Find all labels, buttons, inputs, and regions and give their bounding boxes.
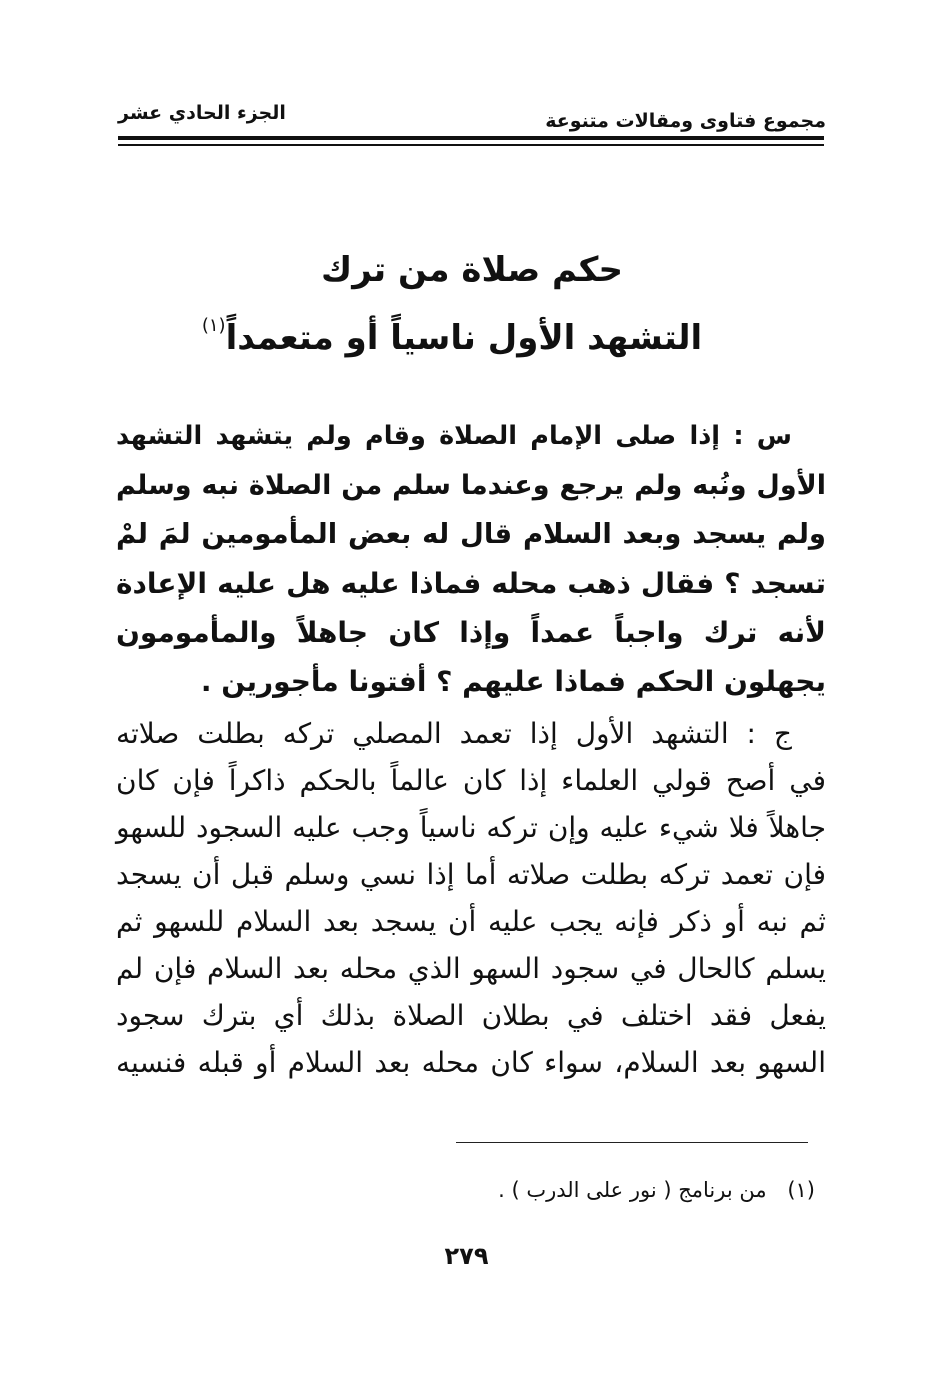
answer-line: يفعل فقد اختلف في بطلان الصلاة بذلك أي بترك سجود <box>116 999 826 1032</box>
fatwa-title <box>118 242 826 366</box>
footnote-separator <box>456 1142 808 1143</box>
volume-label: الجزء الحادي عشر <box>118 102 286 124</box>
footnote <box>498 1178 815 1202</box>
question-line: س : إذا صلى الإمام الصلاة وقام ولم يتشهد التشهد <box>116 421 792 451</box>
question-line: الأول ونُبه ولم يرجع وعندما سلم من الصلاة نبه وسلم <box>116 470 826 501</box>
question-line: ولم يسجد وبعد السلام قال له بعض المأمومين لمَ لمْ <box>116 518 826 550</box>
question-line: لأنه ترك واجباً عمداً وإذا كان جاهلاً والمأمومون <box>116 616 826 649</box>
book-title: مجموع فتاوى ومقالات متنوعة <box>545 110 826 132</box>
header-rule-thick <box>118 136 824 140</box>
answer-line: يسلم كالحال في سجود السهو الذي محله بعد السلام فإن لم <box>116 952 826 985</box>
answer-paragraph <box>116 710 826 1086</box>
title-line-2 <box>118 298 826 366</box>
running-header <box>118 100 826 130</box>
footnote-number: (١) <box>787 1178 815 1202</box>
answer-line: ثم نبه أو ذكر فإنه يجب عليه أن يسجد بعد السلام للسهو ثم <box>116 905 826 938</box>
answer-line: في أصح قولي العلماء إذا كان عالماً بالحكم ذاكراً فإن كان <box>116 764 826 797</box>
fatwa-body <box>116 412 826 1086</box>
page-number: ٢٧٩ <box>444 1242 489 1270</box>
header-rule-thin <box>118 144 824 146</box>
answer-line: السهو بعد السلام، سواء كان محله بعد السلام أو قبله فنسيه <box>116 1046 826 1079</box>
footnote-text: من برنامج ( نور على الدرب ) . <box>498 1178 767 1202</box>
question-line: تسجد ؟ فقال ذهب محله فماذا عليه هل عليه الإعادة <box>116 567 826 600</box>
answer-line: جاهلاً فلا شيء عليه وإن تركه ناسياً وجب عليه السجود للسهو <box>116 811 826 844</box>
question-paragraph <box>116 412 826 706</box>
answer-line: ج : التشهد الأول إذا تعمد المصلي تركه بطلت صلاته <box>116 717 792 750</box>
title-line-2-text: التشهد الأول ناسياً أو متعمداً <box>225 318 703 358</box>
title-line-1: حكم صلاة من ترك <box>321 250 623 290</box>
question-line: يجهلون الحكم فماذا عليهم ؟ أفتونا مأجورين . <box>200 665 826 698</box>
title-footnote-ref: (١) <box>201 315 226 336</box>
answer-line: فإن تعمد تركه بطلت صلاته أما إذا نسي وسلم قبل أن يسجد <box>116 858 826 891</box>
